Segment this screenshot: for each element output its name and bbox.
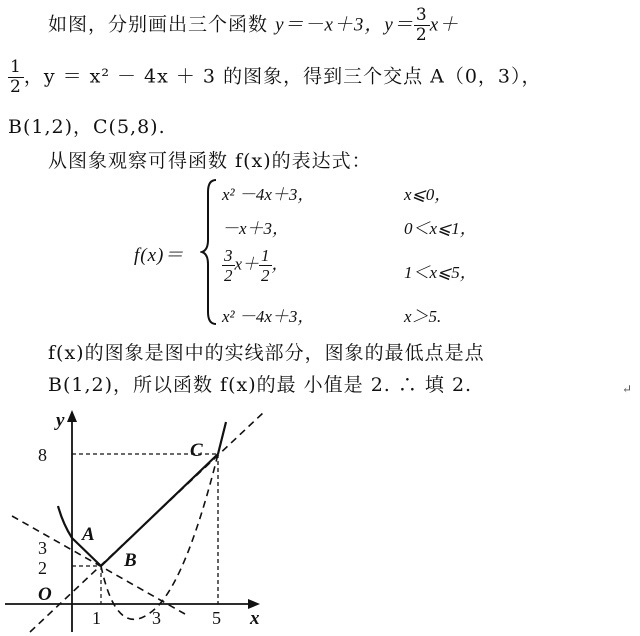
equation-1: y＝－x＋3，y＝ bbox=[275, 14, 414, 36]
case-3-expr: $\frac{3}{2}$ x＋ $\frac{1}{2}$ ， bbox=[224, 246, 289, 285]
ytick-2: 2 bbox=[38, 558, 47, 578]
piecewise-lhs: f(x)＝ bbox=[134, 245, 185, 266]
intro-text: 如图，分别画出三个函数 bbox=[48, 13, 269, 36]
text-line-6 bbox=[48, 370, 472, 397]
point-c-label: C bbox=[190, 440, 203, 461]
points-text: B(1,2)，C(5,8). bbox=[8, 116, 166, 138]
expression-intro: 从图象观察可得函数 f(x)的表达式： bbox=[48, 150, 372, 172]
case-2-cond: 0＜x⩽1， bbox=[404, 219, 477, 238]
piecewise-brace bbox=[200, 178, 220, 326]
xtick-1: 1 bbox=[92, 608, 101, 628]
case-4-expr: x² －4x＋3， bbox=[222, 307, 315, 326]
text-line-3 bbox=[8, 112, 166, 139]
fraction-1-over-2: $\frac{1}{2}$ bbox=[10, 57, 22, 97]
ytick-3: 3 bbox=[38, 538, 47, 558]
origin-label: O bbox=[38, 584, 52, 605]
xtick-5: 5 bbox=[212, 608, 221, 628]
fraction-1-over-2-case: $\frac{1}{2}$ bbox=[261, 246, 270, 285]
x-axis-label: x bbox=[250, 608, 260, 629]
equation-1-tail: x＋ bbox=[429, 14, 460, 36]
text-line-1 bbox=[48, 6, 459, 45]
y-axis-arrow bbox=[67, 410, 77, 422]
solid-segment-b-c bbox=[101, 454, 218, 566]
fraction-3-over-2: $\frac{3}{2}$ bbox=[415, 5, 428, 45]
point-b-label: B bbox=[124, 550, 137, 571]
text-line-4 bbox=[48, 146, 372, 173]
conclusion-line-1: f(x)的图象是图中的实线部分，图象的最低点是点 bbox=[48, 342, 485, 364]
conclusion-line-2: B(1,2)，所以函数 f(x)的最 小值是 2. ∴ 填 2. bbox=[48, 374, 473, 396]
text-line-2 bbox=[8, 58, 542, 97]
case-3-cond: 1＜x⩽5， bbox=[404, 263, 477, 282]
case-1-cond: x⩽0， bbox=[404, 185, 452, 204]
y-axis-label: y bbox=[56, 410, 65, 431]
case-2-expr: －x＋3， bbox=[222, 219, 290, 238]
point-a-label: A bbox=[82, 524, 95, 545]
ytick-8: 8 bbox=[38, 445, 47, 465]
case-4-cond: x＞5. bbox=[404, 307, 442, 326]
fraction-3-over-2-case: $\frac{3}{2}$ bbox=[224, 246, 233, 285]
xtick-3: 3 bbox=[152, 608, 161, 628]
intersection-text: ，y ＝ x² － 4x ＋ 3 的图象，得到三个交点 A（0，3）， bbox=[23, 65, 542, 88]
dashed-parabola bbox=[101, 454, 218, 619]
function-graph bbox=[0, 396, 300, 636]
solid-parabola-left bbox=[58, 506, 72, 538]
return-mark: ↵ bbox=[622, 382, 633, 396]
text-line-5 bbox=[48, 338, 485, 365]
case-1-expr: x² －4x＋3， bbox=[222, 185, 315, 204]
